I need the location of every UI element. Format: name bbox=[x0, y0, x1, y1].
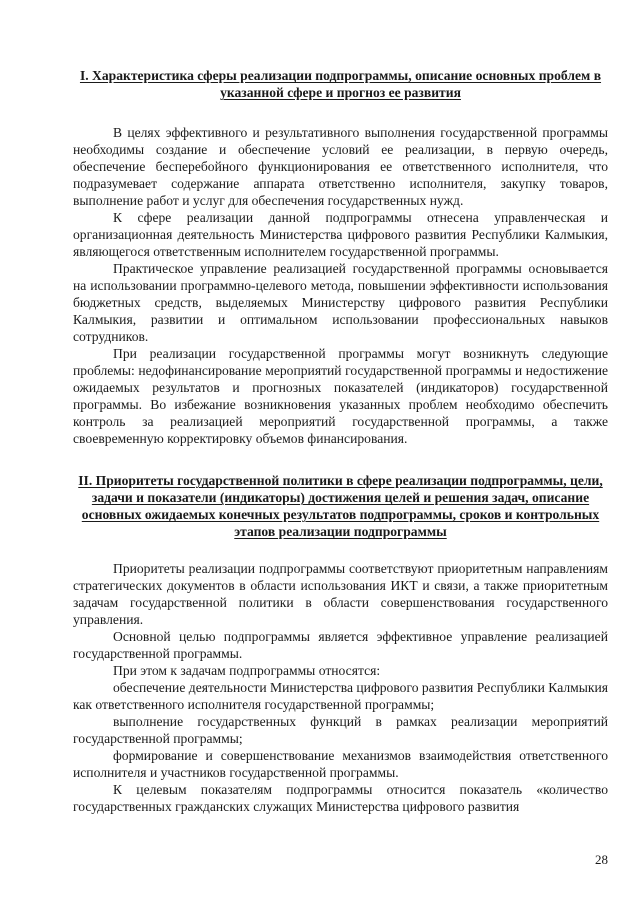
section-1-heading: I. Характеристика сферы реализации подпрограммы, описание основных проблем в указанной сфере и прогноз ее развития bbox=[79, 68, 602, 100]
section-2-paragraph-6: формирование и совершенствование механизмов взаимодействия ответственного исполнителя и участников государственной программы. bbox=[73, 748, 608, 780]
section-2-paragraph-3: При этом к задачам подпрограммы относятся: bbox=[113, 663, 381, 678]
section-2-paragraph-1: Приоритеты реализации подпрограммы соответствуют приоритетным направлениям стратегических документов в области использования ИКТ и связи, а также приоритетным задачам государственной политики в области совершенствования государственного управления. bbox=[73, 561, 608, 627]
section-1-paragraph-3: Практическое управление реализацией государственной программы основывается на использовании программно-целевого метода, повышении эффективности использования бюджетных средств, выделяемых Министерству цифрового развития Республики Калмыкия, развитии и оптимальном использовании профессиональных навыков сотрудников. bbox=[73, 261, 608, 344]
document-page bbox=[73, 64, 608, 815]
section-2-paragraph-2: Основной целью подпрограммы является эффективное управление реализацией государственной программы. bbox=[73, 629, 608, 661]
section-1-paragraph-4: При реализации государственной программы могут возникнуть следующие проблемы: недофинансирование мероприятий государственной программы и недостижение ожидаемых результатов и прогнозных показателей (индикаторов) государственной программы. Во избежание возникновения указанных проблем необходимо обеспечить контроль за реализацией мероприятий государственной программы, а также своевременную корректировку объемов финансирования. bbox=[73, 346, 608, 446]
section-2-paragraph-7: К целевым показателям подпрограммы относится показатель «количество государственных гражданских служащих Министерства цифрового развития bbox=[73, 782, 608, 814]
section-1-paragraph-2: К сфере реализации данной подпрограммы отнесена управленческая и организационная деятельность Министерства цифрового развития Республики Калмыкия, являющегося ответственным исполнителем государственной программы. bbox=[73, 210, 608, 259]
section-2-paragraph-5: выполнение государственных функций в рамках реализации мероприятий государственной программы; bbox=[73, 714, 608, 746]
page-number: 28 bbox=[595, 852, 608, 867]
section-2-heading: II. Приоритеты государственной политики в сфере реализации подпрограммы, цели, задачи и показатели (индикаторы) достижения целей и решения задач, описание основных ожидаемых конечных результатов подпрограммы, сроков и контрольных этапов реализации подпрограммы bbox=[78, 473, 603, 539]
section-1-paragraph-1: В целях эффективного и результативного выполнения государственной программы необходимы создание и обеспечение условий ее реализации, в первую очередь, обеспечение бесперебойного функционирования ее ответственного исполнителя, что подразумевает содержание аппарата ответственно исполнителя, закупку товаров, выполнение работ и услуг для обеспечения государственных нужд. bbox=[73, 125, 608, 208]
section-2-paragraph-4: обеспечение деятельности Министерства цифрового развития Республики Калмыкия как ответственного исполнителя государственной программы; bbox=[73, 680, 608, 712]
